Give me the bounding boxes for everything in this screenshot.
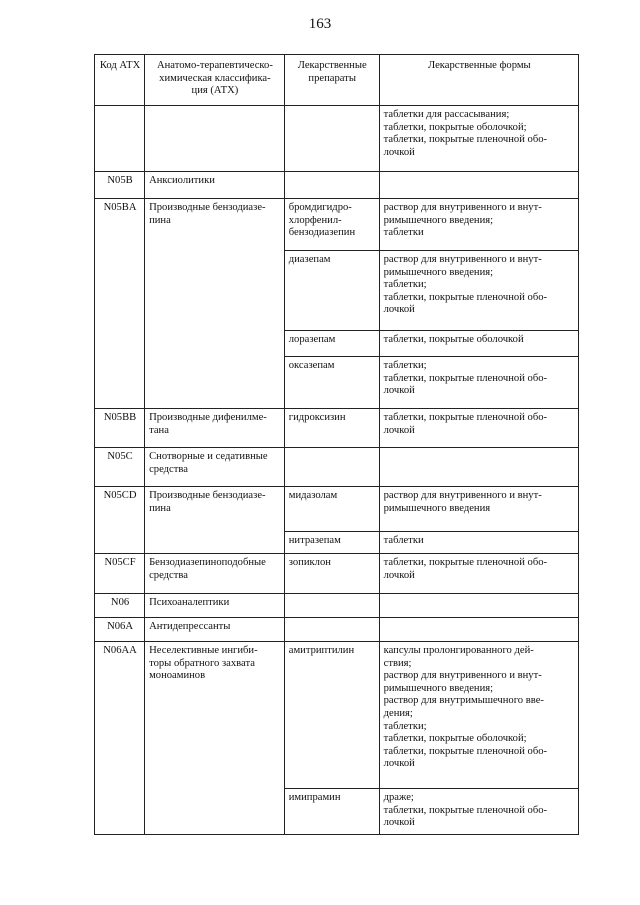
atx-code-cell: N05CF [95,554,145,594]
atx-code-cell: N05B [95,172,145,199]
table-header-row [95,55,579,106]
atx-code-cell: N06 [95,594,145,618]
atx-table [94,54,579,835]
forms-cell-line: таблетки, покрытые пленочной обо- [383,291,548,303]
header-classification [145,55,285,106]
classification-cell [145,199,285,409]
atx-code-cell [95,106,145,172]
header-line: Код АТХ [99,60,141,71]
header-line: ция (АТХ) [191,85,239,97]
forms-cell-line: лочкой [383,304,415,316]
drug-cell [284,331,379,357]
table-row [95,106,579,172]
classification-cell-line: моноаминов [149,670,206,682]
drug-cell-line: гидроксизин [288,412,346,423]
forms-cell-line: таблетки для рассасывания; [383,109,510,120]
header-line: Лекарственные [297,60,367,71]
forms-cell-line: таблетки, покрытые пленочной обо- [383,372,548,384]
atx-code-cell: N05C [95,448,145,487]
drug-cell [284,487,379,532]
forms-cell-line: таблетки, покрытые оболочкой; [383,121,527,133]
table-row [95,618,579,642]
drug-cell [284,357,379,409]
header-forms [379,55,578,106]
atx-code-cell: N05BB [95,409,145,448]
table-row [95,172,579,199]
classification-cell [145,642,285,835]
drug-cell-line: имипрамин [288,792,341,803]
forms-cell-line: раствор для внутривенного и внут- [383,202,542,213]
forms-cell-line: таблетки, покрытые пленочной обо- [383,134,548,146]
forms-cell-line: драже; [383,792,414,803]
forms-cell-line: таблетки [383,227,424,239]
forms-cell-line: таблетки; [383,279,427,291]
classification-cell-line: пина [149,214,171,226]
drug-cell-line: хлорфенил- [288,214,342,226]
forms-cell-line: римышечного введения [383,502,491,514]
forms-cell-line: римышечного введения; [383,266,494,278]
classification-cell [145,594,285,618]
forms-cell-line: раствор для внутривенного и внут- [383,254,542,265]
classification-cell [145,487,285,554]
forms-cell [379,487,578,532]
table-row [95,487,579,532]
drug-cell-line: нитразепам [288,535,341,546]
classification-cell [145,172,285,199]
drug-cell [284,199,379,251]
header-code [95,55,145,106]
forms-cell-line: таблетки; [383,360,427,371]
header-drugs [284,55,379,106]
drug-cell-line: мидазолам [288,490,338,501]
forms-cell [379,789,578,835]
classification-cell-line: Производные бензодиазе- [149,202,266,213]
classification-cell [145,448,285,487]
drug-cell [284,789,379,835]
forms-cell-line: таблетки; [383,720,427,732]
classification-cell-line: Психоаналептики [149,597,230,608]
drug-cell [284,554,379,594]
drug-cell [284,594,379,618]
forms-cell-line: лочкой [383,146,415,158]
classification-cell-line: Неселективные ингиби- [149,645,258,656]
forms-cell-line: лочкой [383,817,415,829]
forms-cell-line: раствор для внутривенного и внут- [383,490,542,501]
drug-cell-line: амитриптилин [288,645,355,656]
forms-cell-line: таблетки, покрытые пленочной обо- [383,745,548,757]
classification-cell-line: тана [149,424,169,436]
forms-cell-line: раствор для внутривенного и внут- [383,670,542,682]
table-row [95,554,579,594]
forms-cell [379,199,578,251]
forms-cell-line: лочкой [383,569,415,581]
forms-cell-line: таблетки, покрытые пленочной обо- [383,804,548,816]
forms-cell [379,554,578,594]
table-row [95,642,579,789]
forms-cell-line: лочкой [383,424,415,436]
forms-cell [379,331,578,357]
forms-cell [379,594,578,618]
header-line: препараты [308,72,356,84]
drug-cell-line: диазепам [288,254,331,265]
forms-cell-line: таблетки [383,535,424,546]
classification-cell [145,409,285,448]
forms-cell-line: таблетки, покрытые пленочной обо- [383,557,548,568]
atx-code-cell: N05CD [95,487,145,554]
forms-cell [379,448,578,487]
forms-cell [379,618,578,642]
drug-cell-line: зопиклон [288,557,331,568]
classification-cell [145,618,285,642]
table-row [95,448,579,487]
classification-cell-line: пина [149,502,171,514]
classification-cell-line: Антидепрессанты [149,621,231,632]
forms-cell [379,532,578,554]
table-row [95,199,579,251]
forms-cell [379,106,578,172]
forms-cell [379,642,578,789]
drug-cell [284,106,379,172]
forms-cell-line: римышечного введения; [383,214,494,226]
classification-cell-line: Анксиолитики [149,175,215,186]
drug-cell [284,448,379,487]
forms-cell-line: капсулы пролонгированного дей- [383,645,534,656]
forms-cell [379,251,578,331]
classification-cell-line: средства [149,569,188,581]
forms-cell [379,357,578,409]
drug-cell-line: бензодиазепин [288,227,356,239]
forms-cell [379,172,578,199]
classification-cell-line: Производные дифенилме- [149,412,267,423]
header-line: химическая классифика- [159,72,271,84]
drug-cell [284,642,379,789]
forms-cell-line: таблетки, покрытые оболочкой [383,334,524,345]
drug-cell-line: бромдигидро- [288,202,352,213]
table-row [95,594,579,618]
drug-cell [284,618,379,642]
drug-cell [284,251,379,331]
page-number: 163 [308,16,332,32]
forms-cell-line: лочкой [383,758,415,770]
drug-cell-line: лоразепам [288,334,336,345]
forms-cell-line: таблетки, покрытые пленочной обо- [383,412,548,423]
drug-cell [284,172,379,199]
forms-cell-line: раствор для внутримышечного вве- [383,695,544,707]
header-line: Анатомо-терапевтическо- [156,60,273,71]
forms-cell-line: лочкой [383,385,415,397]
classification-cell-line: Производные бензодиазе- [149,490,266,501]
atx-code-cell: N06A [95,618,145,642]
forms-cell-line: дения; [383,707,413,719]
classification-cell-line: Бензодиазепиноподобные [149,557,266,568]
atx-code-cell: N06AA [95,642,145,835]
drug-cell [284,532,379,554]
classification-cell-line: торы обратного захвата [149,657,255,669]
drug-cell [284,409,379,448]
forms-cell-line: таблетки, покрытые оболочкой; [383,733,527,745]
table-row [95,409,579,448]
forms-cell [379,409,578,448]
classification-cell [145,106,285,172]
classification-cell-line: Снотворные и седативные [149,451,268,462]
classification-cell [145,554,285,594]
forms-cell-line: ствия; [383,657,412,669]
classification-cell-line: средства [149,463,188,475]
atx-code-cell: N05BA [95,199,145,409]
forms-cell-line: римышечного введения; [383,682,494,694]
header-line: Лекарственные формы [427,60,531,71]
drug-cell-line: оксазепам [288,360,335,371]
